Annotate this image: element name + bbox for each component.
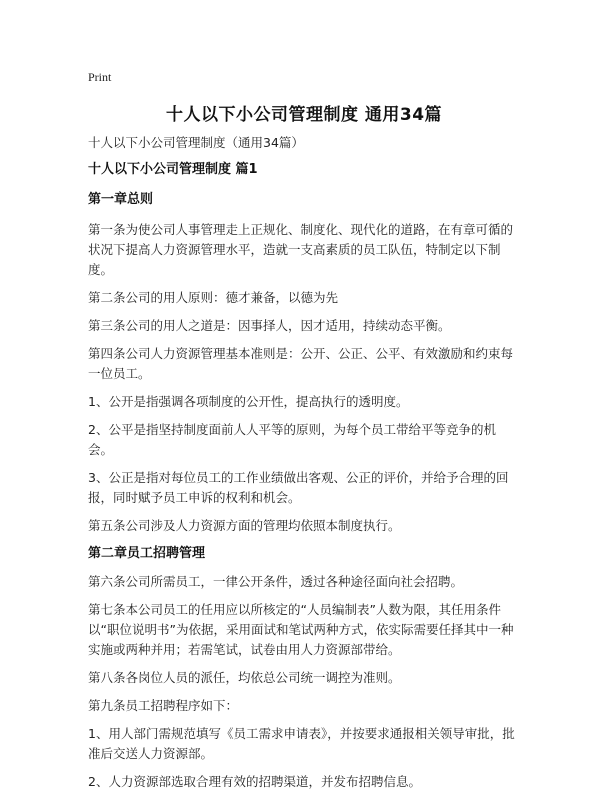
document-title: 十人以下小公司管理制度 通用34篇 bbox=[165, 105, 443, 125]
paragraph: 第三条公司的用人之道是：因事择人，因才适用，持续动态平衡。 bbox=[88, 318, 451, 333]
paragraph: 3、公正是指对每位员工的工作业绩做出客观、公正的评价，并给予合理的回报，同时赋予员工申诉的权利和机会。 bbox=[88, 470, 509, 505]
document-subtitle: 十人以下小公司管理制度（通用34篇） bbox=[88, 135, 304, 150]
paragraph: 第五条公司涉及人力资源方面的管理均依照本制度执行。 bbox=[88, 518, 401, 533]
chapter-heading: 第二章员工招聘管理 bbox=[88, 546, 206, 561]
paragraph: 1、公开是指强调各项制度的公开性，提高执行的透明度。 bbox=[88, 394, 409, 409]
paragraph: 第六条公司所需员工，一律公开条件，透过各种途径面向社会招聘。 bbox=[88, 574, 464, 589]
paragraph: 第一条为使公司人事管理走上正规化、制度化、现代化的道路，在有章可循的状况下提高人力资源管理水平，造就一支高素质的员工队伍，特制定以下制度。 bbox=[88, 222, 514, 277]
document-body bbox=[88, 160, 520, 792]
paragraph: 第九条员工招聘程序如下： bbox=[88, 698, 239, 713]
paragraph: 第八条各岗位人员的派任，均依总公司统一调控为准则。 bbox=[88, 670, 401, 685]
print-label: Print bbox=[88, 70, 112, 84]
paragraph: 第四条公司人力资源管理基本准则是：公开、公正、公平、有效激励和约束每一位员工。 bbox=[88, 346, 514, 381]
section-heading: 十人以下小公司管理制度 篇1 bbox=[88, 162, 258, 177]
paragraph: 2、公平是指坚持制度面前人人平等的原则，为每个员工带给平等竞争的机会。 bbox=[88, 422, 496, 457]
paragraph: 1、用人部门需规范填写《员工需求申请表》，并按要求通报相关领导审批，批准后交送人力资源部。 bbox=[88, 726, 515, 761]
chapter-heading: 第一章总则 bbox=[88, 192, 154, 207]
paragraph: 2、人力资源部选取合理有效的招聘渠道，并发布招聘信息。 bbox=[88, 774, 421, 789]
paragraph: 第七条本公司员工的任用应以所核定的“人员编制表”人数为限，其任用条件以“职位说明书”为依据，采用面试和笔试两种方式，依实际需要任择其中一种实施或两种并用；若需笔试，试卷由用人力资源部带给。 bbox=[88, 602, 514, 657]
paragraph: 第二条公司的用人原则：德才兼备，以德为先 bbox=[88, 290, 339, 305]
